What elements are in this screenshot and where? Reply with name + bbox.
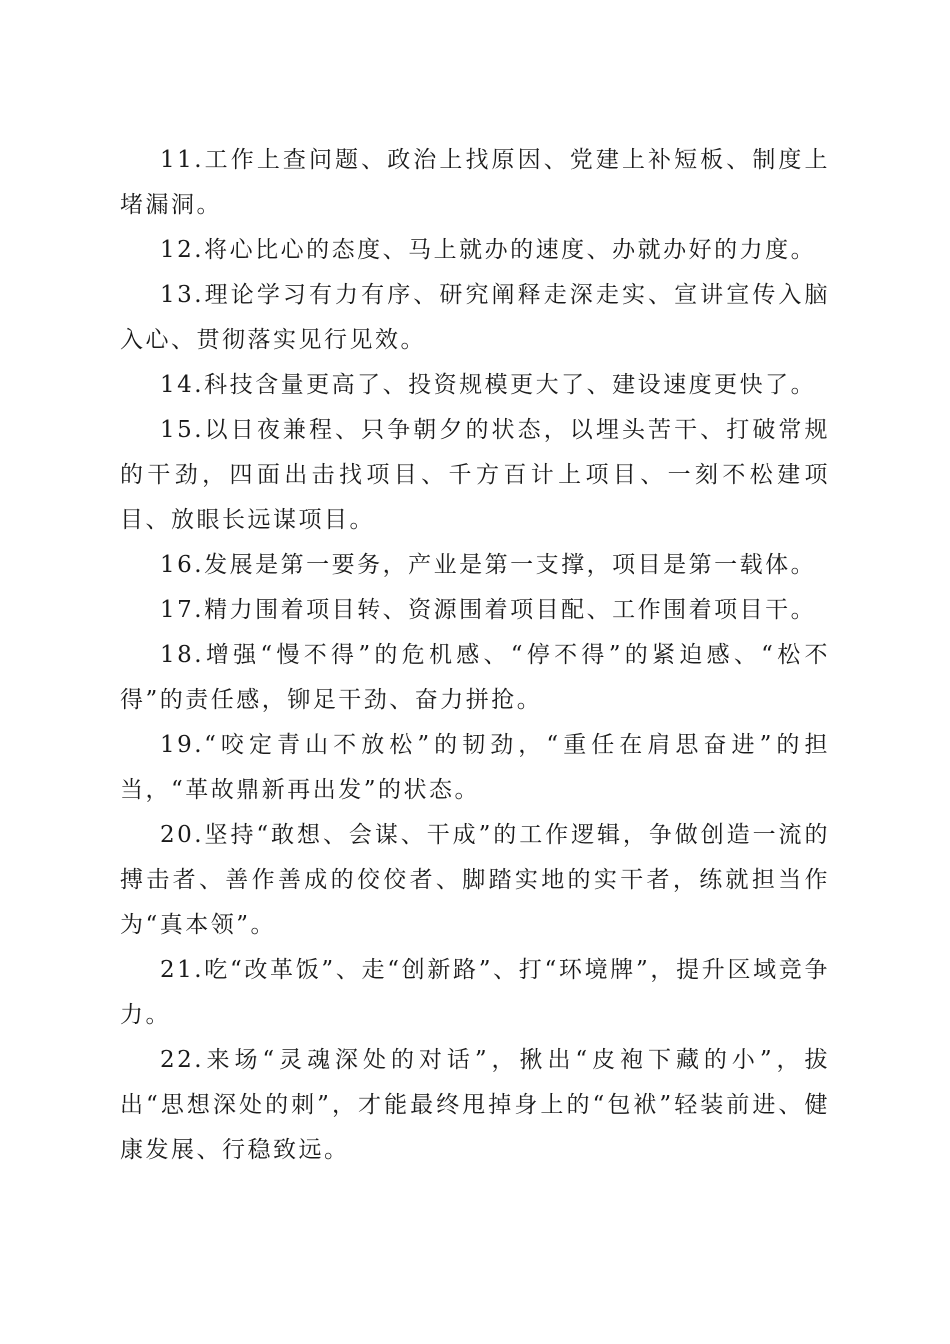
list-item: 13.理论学习有力有序、研究阐释走深走实、宣讲宣传入脑入心、贯彻落实见行见效。 — [120, 282, 830, 353]
document-body — [120, 138, 830, 1173]
list-item: 22.来场“灵魂深处的对话”，揪出“皮袍下藏的小”，拔出“思想深处的刺”，才能最终甩掉身上的“包袱”轻装前进、健康发展、行稳致远。 — [120, 1047, 830, 1163]
list-item: 18.增强“慢不得”的危机感、“停不得”的紧迫感、“松不得”的责任感，铆足干劲、奋力拼抢。 — [120, 642, 830, 713]
list-item: 12.将心比心的态度、马上就办的速度、办就办好的力度。 — [160, 237, 817, 263]
list-item: 20.坚持“敢想、会谋、干成”的工作逻辑，争做创造一流的搏击者、善作善成的佼佼者、脚踏实地的实干者，练就担当作为“真本领”。 — [120, 822, 830, 938]
list-item: 15.以日夜兼程、只争朝夕的状态，以埋头苦干、打破常规的干劲，四面出击找项目、千方百计上项目、一刻不松建项目、放眼长远谋项目。 — [120, 417, 830, 533]
list-item: 11.工作上查问题、政治上找原因、党建上补短板、制度上堵漏洞。 — [120, 147, 830, 218]
list-item: 21.吃“改革饭”、走“创新路”、打“环境牌”，提升区域竞争力。 — [120, 957, 830, 1028]
list-item: 17.精力围着项目转、资源围着项目配、工作围着项目干。 — [160, 597, 817, 623]
list-item: 19.“咬定青山不放松”的韧劲，“重任在肩思奋进”的担当，“革故鼎新再出发”的状态。 — [120, 732, 830, 803]
list-item: 16.发展是第一要务，产业是第一支撑，项目是第一载体。 — [160, 552, 817, 578]
list-item: 14.科技含量更高了、投资规模更大了、建设速度更快了。 — [160, 372, 817, 398]
